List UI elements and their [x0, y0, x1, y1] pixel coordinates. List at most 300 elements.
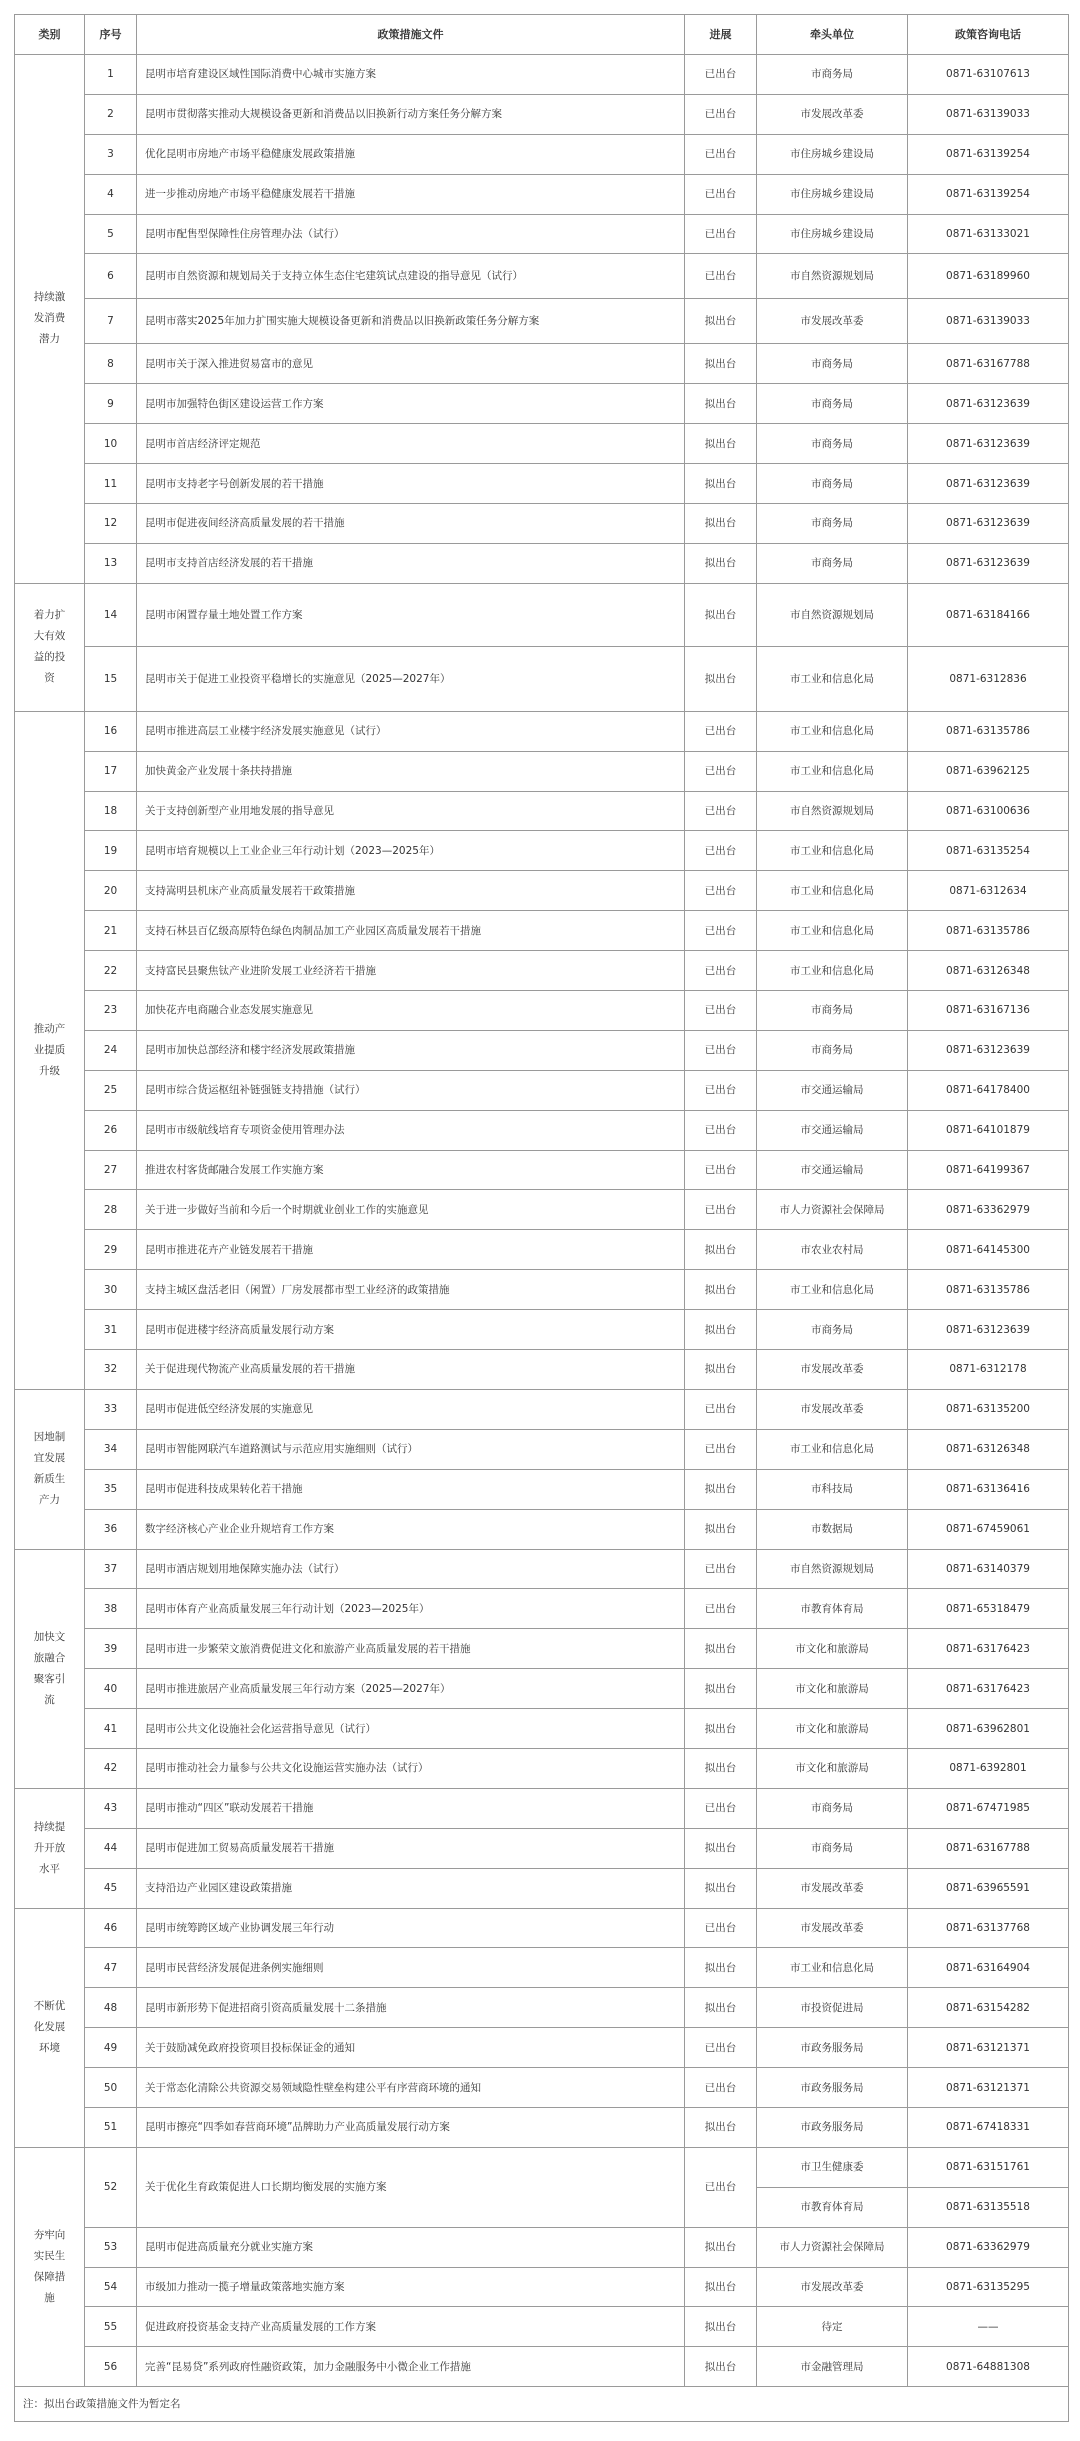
table-row: [15, 254, 1069, 299]
table-row: [15, 991, 1069, 1031]
status-cell: 已出台: [685, 711, 757, 751]
document-title: 昆明市推动“四区”联动发展若干措施: [137, 1788, 685, 1828]
status-cell: 已出台: [685, 1429, 757, 1469]
lead-unit: 市文化和旅游局: [757, 1669, 908, 1709]
row-number: 21: [85, 911, 137, 951]
row-number: 50: [85, 2068, 137, 2108]
document-title: 关于促进现代物流产业高质量发展的若干措施: [137, 1350, 685, 1390]
table-row: [15, 1908, 1069, 1948]
lead-unit: 市教育体育局: [757, 1589, 908, 1629]
table-row: [15, 1788, 1069, 1828]
lead-unit: 市商务局: [757, 424, 908, 464]
document-title: 昆明市酒店规划用地保障实施办法（试行）: [137, 1549, 685, 1589]
row-number: 49: [85, 2028, 137, 2068]
table-row: [15, 711, 1069, 751]
phone-number: 0871-64145300: [908, 1230, 1069, 1270]
document-title: 昆明市市级航线培育专项资金使用管理办法: [137, 1110, 685, 1150]
document-title: 关于支持创新型产业用地发展的指导意见: [137, 791, 685, 831]
table-row: [15, 2307, 1069, 2347]
lead-unit: 市工业和信息化局: [757, 1270, 908, 1310]
row-number: 8: [85, 344, 137, 384]
row-number: 5: [85, 214, 137, 254]
phone-number: 0871-6392801: [908, 1748, 1069, 1788]
status-cell: 拟出台: [685, 504, 757, 544]
status-cell: 已出台: [685, 134, 757, 174]
status-cell: 已出台: [685, 254, 757, 299]
document-title: 关于优化生育政策促进人口长期均衡发展的实施方案: [137, 2147, 685, 2227]
table-row: [15, 384, 1069, 424]
lead-unit: 市商务局: [757, 1788, 908, 1828]
lead-unit: 市人力资源社会保障局: [757, 2227, 908, 2267]
row-number: 4: [85, 174, 137, 214]
phone-number: 0871-63123639: [908, 464, 1069, 504]
lead-unit: 市交通运输局: [757, 1110, 908, 1150]
phone-number: 0871-63167788: [908, 344, 1069, 384]
document-title: 昆明市进一步繁荣文旅消费促进文化和旅游产业高质量发展的若干措施: [137, 1629, 685, 1669]
phone-number: 0871-63135786: [908, 1270, 1069, 1310]
row-number: 36: [85, 1509, 137, 1549]
lead-unit: 市教育体育局: [757, 2187, 908, 2227]
phone-number: 0871-63123639: [908, 1310, 1069, 1350]
lead-unit: 市发展改革委: [757, 1350, 908, 1390]
lead-unit: 市商务局: [757, 55, 908, 95]
document-title: 昆明市促进科技成果转化若干措施: [137, 1469, 685, 1509]
row-number: 46: [85, 1908, 137, 1948]
lead-unit: 市商务局: [757, 464, 908, 504]
status-cell: 拟出台: [685, 543, 757, 583]
category-cell: 持续提升开放水平: [15, 1788, 85, 1908]
phone-number: 0871-6312634: [908, 871, 1069, 911]
row-number: 55: [85, 2307, 137, 2347]
phone-number: 0871-63176423: [908, 1669, 1069, 1709]
policy-table-container: [14, 14, 1069, 2422]
status-cell: 已出台: [685, 791, 757, 831]
table-row: [15, 424, 1069, 464]
table-row: [15, 831, 1069, 871]
table-row: [15, 344, 1069, 384]
phone-number: 0871-64881308: [908, 2347, 1069, 2387]
lead-unit: 市自然资源规划局: [757, 791, 908, 831]
lead-unit: 市住房城乡建设局: [757, 214, 908, 254]
status-cell: 已出台: [685, 751, 757, 791]
phone-number: 0871-6312836: [908, 646, 1069, 711]
lead-unit: 市工业和信息化局: [757, 711, 908, 751]
phone-number: 0871-63135200: [908, 1389, 1069, 1429]
phone-number: 0871-63167788: [908, 1828, 1069, 1868]
row-number: 32: [85, 1350, 137, 1390]
phone-number: 0871-63176423: [908, 1629, 1069, 1669]
status-cell: 拟出台: [685, 2227, 757, 2267]
table-row: [15, 174, 1069, 214]
status-cell: 已出台: [685, 1549, 757, 1589]
document-title: 支持嵩明县机床产业高质量发展若干政策措施: [137, 871, 685, 911]
note-text: 注：拟出台政策措施文件为暂定名: [15, 2387, 1069, 2422]
category-cell: 推动产业提质升级: [15, 711, 85, 1389]
table-row: [15, 646, 1069, 711]
table-row: [15, 1150, 1069, 1190]
phone-number: 0871-63123639: [908, 504, 1069, 544]
document-title: 昆明市统筹跨区域产业协调发展三年行动: [137, 1908, 685, 1948]
phone-number: 0871-63123639: [908, 384, 1069, 424]
phone-number: 0871-63135254: [908, 831, 1069, 871]
status-cell: 拟出台: [685, 2107, 757, 2147]
status-cell: 拟出台: [685, 1629, 757, 1669]
status-cell: 已出台: [685, 831, 757, 871]
lead-unit: 市工业和信息化局: [757, 751, 908, 791]
status-cell: 拟出台: [685, 1509, 757, 1549]
phone-number: 0871-63154282: [908, 1988, 1069, 2028]
status-cell: 已出台: [685, 1110, 757, 1150]
lead-unit: 市商务局: [757, 991, 908, 1031]
document-title: 支持石林县百亿级高原特色绿色肉制品加工产业园区高质量发展若干措施: [137, 911, 685, 951]
row-number: 29: [85, 1230, 137, 1270]
row-number: 27: [85, 1150, 137, 1190]
row-number: 10: [85, 424, 137, 464]
status-cell: 拟出台: [685, 1868, 757, 1908]
phone-number: 0871-67459061: [908, 1509, 1069, 1549]
lead-unit: 市文化和旅游局: [757, 1629, 908, 1669]
status-cell: 已出台: [685, 174, 757, 214]
row-number: 22: [85, 951, 137, 991]
status-cell: 拟出台: [685, 1748, 757, 1788]
table-row: [15, 1389, 1069, 1429]
status-cell: 拟出台: [685, 1828, 757, 1868]
table-row: [15, 751, 1069, 791]
document-title: 昆明市加强特色街区建设运营工作方案: [137, 384, 685, 424]
document-title: 昆明市综合货运枢纽补链强链支持措施（试行）: [137, 1070, 685, 1110]
lead-unit: 市商务局: [757, 1030, 908, 1070]
table-row: [15, 1669, 1069, 1709]
status-cell: 拟出台: [685, 1669, 757, 1709]
phone-number: 0871-63135786: [908, 911, 1069, 951]
status-cell: 拟出台: [685, 1310, 757, 1350]
table-row: [15, 1828, 1069, 1868]
document-title: 昆明市民营经济发展促进条例实施细则: [137, 1948, 685, 1988]
document-title: 昆明市加快总部经济和楼宇经济发展政策措施: [137, 1030, 685, 1070]
document-title: 昆明市支持老字号创新发展的若干措施: [137, 464, 685, 504]
phone-number: 0871-63139254: [908, 134, 1069, 174]
document-title: 昆明市促进夜间经济高质量发展的若干措施: [137, 504, 685, 544]
document-title: 关于鼓励减免政府投资项目投标保证金的通知: [137, 2028, 685, 2068]
lead-unit: 市发展改革委: [757, 1868, 908, 1908]
lead-unit: 市商务局: [757, 344, 908, 384]
document-title: 加快黄金产业发展十条扶持措施: [137, 751, 685, 791]
row-number: 17: [85, 751, 137, 791]
row-number: 25: [85, 1070, 137, 1110]
table-row: [15, 2028, 1069, 2068]
lead-unit: 市自然资源规划局: [757, 254, 908, 299]
document-title: 关于常态化清除公共资源交易领域隐性壁垒构建公平有序营商环境的通知: [137, 2068, 685, 2108]
document-title: 昆明市促进低空经济发展的实施意见: [137, 1389, 685, 1429]
status-cell: 已出台: [685, 951, 757, 991]
table-row: [15, 1469, 1069, 1509]
phone-number: 0871-63123639: [908, 1030, 1069, 1070]
table-row: [15, 1509, 1069, 1549]
table-row: [15, 214, 1069, 254]
status-cell: 拟出台: [685, 1350, 757, 1390]
document-title: 推进农村客货邮融合发展工作实施方案: [137, 1150, 685, 1190]
status-cell: 已出台: [685, 2028, 757, 2068]
status-cell: 已出台: [685, 1030, 757, 1070]
table-row: [15, 911, 1069, 951]
phone-number: 0871-63362979: [908, 1190, 1069, 1230]
row-number: 6: [85, 254, 137, 299]
status-cell: 已出台: [685, 94, 757, 134]
table-row: [15, 2267, 1069, 2307]
table-row: [15, 94, 1069, 134]
phone-number: 0871-67418331: [908, 2107, 1069, 2147]
phone-number: 0871-63100636: [908, 791, 1069, 831]
row-number: 30: [85, 1270, 137, 1310]
lead-unit: 市发展改革委: [757, 299, 908, 344]
lead-unit: 市自然资源规划局: [757, 1549, 908, 1589]
table-row: [15, 951, 1069, 991]
document-title: 昆明市促进楼宇经济高质量发展行动方案: [137, 1310, 685, 1350]
row-number: 44: [85, 1828, 137, 1868]
lead-unit: 市商务局: [757, 1828, 908, 1868]
lead-unit: 市文化和旅游局: [757, 1748, 908, 1788]
table-row: [15, 1030, 1069, 1070]
phone-number: 0871-6312178: [908, 1350, 1069, 1390]
row-number: 1: [85, 55, 137, 95]
phone-number: 0871-63126348: [908, 951, 1069, 991]
phone-number: 0871-63133021: [908, 214, 1069, 254]
document-title: 支持富民县聚焦钛产业进阶发展工业经济若干措施: [137, 951, 685, 991]
table-row: [15, 1310, 1069, 1350]
table-row: [15, 2107, 1069, 2147]
document-title: 进一步推动房地产市场平稳健康发展若干措施: [137, 174, 685, 214]
header-row: [15, 15, 1069, 55]
status-cell: 已出台: [685, 991, 757, 1031]
phone-number: 0871-63137768: [908, 1908, 1069, 1948]
table-row: [15, 55, 1069, 95]
category-cell: 着力扩大有效益的投资: [15, 583, 85, 711]
lead-unit: 市发展改革委: [757, 1908, 908, 1948]
row-number: 13: [85, 543, 137, 583]
status-cell: 拟出台: [685, 464, 757, 504]
table-row: [15, 1549, 1069, 1589]
row-number: 2: [85, 94, 137, 134]
table-row: [15, 1948, 1069, 1988]
document-title: 昆明市新形势下促进招商引资高质量发展十二条措施: [137, 1988, 685, 2028]
table-row: [15, 1709, 1069, 1749]
document-title: 促进政府投资基金支持产业高质量发展的工作方案: [137, 2307, 685, 2347]
table-row: [15, 2347, 1069, 2387]
row-number: 7: [85, 299, 137, 344]
status-cell: 拟出台: [685, 1230, 757, 1270]
row-number: 56: [85, 2347, 137, 2387]
table-row: [15, 504, 1069, 544]
document-title: 昆明市贯彻落实推动大规模设备更新和消费品以旧换新行动方案任务分解方案: [137, 94, 685, 134]
table-row: [15, 1070, 1069, 1110]
document-title: 昆明市培育建设区域性国际消费中心城市实施方案: [137, 55, 685, 95]
status-cell: 拟出台: [685, 1709, 757, 1749]
lead-unit: 市工业和信息化局: [757, 951, 908, 991]
phone-number: 0871-63107613: [908, 55, 1069, 95]
status-cell: 已出台: [685, 2147, 757, 2227]
row-number: 53: [85, 2227, 137, 2267]
lead-unit: 市工业和信息化局: [757, 1948, 908, 1988]
table-row: [15, 871, 1069, 911]
phone-number: 0871-63121371: [908, 2028, 1069, 2068]
lead-unit: 市交通运输局: [757, 1070, 908, 1110]
phone-number: 0871-63189960: [908, 254, 1069, 299]
row-number: 20: [85, 871, 137, 911]
phone-number: 0871-63151761: [908, 2147, 1069, 2187]
row-number: 47: [85, 1948, 137, 1988]
table-row: [15, 1988, 1069, 2028]
document-title: 数字经济核心产业企业升规培育工作方案: [137, 1509, 685, 1549]
row-number: 34: [85, 1429, 137, 1469]
row-number: 23: [85, 991, 137, 1031]
table-row: [15, 1350, 1069, 1390]
document-title: 昆明市智能网联汽车道路测试与示范应用实施细则（试行）: [137, 1429, 685, 1469]
status-cell: 已出台: [685, 1589, 757, 1629]
document-title: 支持主城区盘活老旧（闲置）厂房发展都市型工业经济的政策措施: [137, 1270, 685, 1310]
document-title: 昆明市闲置存量土地处置工作方案: [137, 583, 685, 646]
status-cell: 拟出台: [685, 2347, 757, 2387]
phone-number: 0871-63126348: [908, 1429, 1069, 1469]
status-cell: 拟出台: [685, 2307, 757, 2347]
lead-unit: 市工业和信息化局: [757, 831, 908, 871]
table-row: [15, 1868, 1069, 1908]
category-cell: 因地制宜发展新质生产力: [15, 1389, 85, 1549]
lead-unit: 市卫生健康委: [757, 2147, 908, 2187]
lead-unit: 市商务局: [757, 543, 908, 583]
phone-number: 0871-63123639: [908, 543, 1069, 583]
lead-unit: 市商务局: [757, 1310, 908, 1350]
row-number: 9: [85, 384, 137, 424]
row-number: 14: [85, 583, 137, 646]
status-cell: 拟出台: [685, 424, 757, 464]
phone-number: 0871-63164904: [908, 1948, 1069, 1988]
row-number: 40: [85, 1669, 137, 1709]
lead-unit: 市政务服务局: [757, 2068, 908, 2108]
table-row: [15, 583, 1069, 646]
lead-unit: 市发展改革委: [757, 94, 908, 134]
row-number: 38: [85, 1589, 137, 1629]
row-number: 31: [85, 1310, 137, 1350]
document-title: 昆明市培育规模以上工业企业三年行动计划（2023—2025年）: [137, 831, 685, 871]
document-title: 昆明市推进花卉产业链发展若干措施: [137, 1230, 685, 1270]
lead-unit: 市商务局: [757, 384, 908, 424]
row-number: 33: [85, 1389, 137, 1429]
phone-number: ——: [908, 2307, 1069, 2347]
status-cell: 已出台: [685, 1908, 757, 1948]
lead-unit: 市工业和信息化局: [757, 871, 908, 911]
document-title: 支持沿边产业园区建设政策措施: [137, 1868, 685, 1908]
document-title: 昆明市公共文化设施社会化运营指导意见（试行）: [137, 1709, 685, 1749]
phone-number: 0871-63362979: [908, 2227, 1069, 2267]
document-title: 昆明市关于促进工业投资平稳增长的实施意见（2025—2027年）: [137, 646, 685, 711]
table-row: [15, 2068, 1069, 2108]
status-cell: 已出台: [685, 2068, 757, 2108]
row-number: 45: [85, 1868, 137, 1908]
status-cell: 已出台: [685, 1070, 757, 1110]
phone-number: 0871-65318479: [908, 1589, 1069, 1629]
document-title: 完善“昆易贷”系列政府性融资政策，加力金融服务中小微企业工作措施: [137, 2347, 685, 2387]
lead-unit: 市农业农村局: [757, 1230, 908, 1270]
document-title: 昆明市自然资源和规划局关于支持立体生态住宅建筑试点建设的指导意见（试行）: [137, 254, 685, 299]
lead-unit: 市自然资源规划局: [757, 583, 908, 646]
phone-number: 0871-63135518: [908, 2187, 1069, 2227]
lead-unit: 市投资促进局: [757, 1988, 908, 2028]
lead-unit: 市交通运输局: [757, 1150, 908, 1190]
status-cell: 拟出台: [685, 1948, 757, 1988]
table-row: [15, 299, 1069, 344]
status-cell: 拟出台: [685, 646, 757, 711]
lead-unit: 市商务局: [757, 504, 908, 544]
row-number: 11: [85, 464, 137, 504]
row-number: 48: [85, 1988, 137, 2028]
lead-unit: 市工业和信息化局: [757, 646, 908, 711]
document-title: 加快花卉电商融合业态发展实施意见: [137, 991, 685, 1031]
document-title: 关于进一步做好当前和今后一个时期就业创业工作的实施意见: [137, 1190, 685, 1230]
phone-number: 0871-64178400: [908, 1070, 1069, 1110]
status-cell: 拟出台: [685, 583, 757, 646]
header-status: 进展: [685, 15, 757, 55]
document-title: 昆明市推进高层工业楼宇经济发展实施意见（试行）: [137, 711, 685, 751]
phone-number: 0871-63140379: [908, 1549, 1069, 1589]
row-number: 52: [85, 2147, 137, 2227]
document-title: 市级加力推动一揽子增量政策落地实施方案: [137, 2267, 685, 2307]
table-row: [15, 1629, 1069, 1669]
document-title: 昆明市配售型保障性住房管理办法（试行）: [137, 214, 685, 254]
status-cell: 拟出台: [685, 384, 757, 424]
status-cell: 已出台: [685, 1190, 757, 1230]
status-cell: 已出台: [685, 55, 757, 95]
status-cell: 已出台: [685, 1150, 757, 1190]
header-phone: 政策咨询电话: [908, 15, 1069, 55]
row-number: 41: [85, 1709, 137, 1749]
status-cell: 拟出台: [685, 344, 757, 384]
row-number: 35: [85, 1469, 137, 1509]
lead-unit: 市工业和信息化局: [757, 1429, 908, 1469]
document-title: 昆明市推进旅居产业高质量发展三年行动方案（2025—2027年）: [137, 1669, 685, 1709]
category-cell: 持续激发消费潜力: [15, 55, 85, 584]
row-number: 18: [85, 791, 137, 831]
category-cell: 不断优化发展环境: [15, 1908, 85, 2147]
phone-number: 0871-63123639: [908, 424, 1069, 464]
phone-number: 0871-64101879: [908, 1110, 1069, 1150]
phone-number: 0871-67471985: [908, 1788, 1069, 1828]
status-cell: 已出台: [685, 1389, 757, 1429]
table-row: [15, 1230, 1069, 1270]
document-title: 昆明市落实2025年加力扩围实施大规模设备更新和消费品以旧换新政策任务分解方案: [137, 299, 685, 344]
lead-unit: 待定: [757, 2307, 908, 2347]
phone-number: 0871-63139033: [908, 94, 1069, 134]
table-row: [15, 134, 1069, 174]
table-row: [15, 464, 1069, 504]
table-row: [15, 1270, 1069, 1310]
lead-unit: 市政务服务局: [757, 2107, 908, 2147]
row-number: 51: [85, 2107, 137, 2147]
header-category: 类别: [15, 15, 85, 55]
header-document: 政策措施文件: [137, 15, 685, 55]
phone-number: 0871-63167136: [908, 991, 1069, 1031]
lead-unit: 市人力资源社会保障局: [757, 1190, 908, 1230]
document-title: 昆明市关于深入推进贸易富市的意见: [137, 344, 685, 384]
row-number: 37: [85, 1549, 137, 1589]
phone-number: 0871-63965591: [908, 1868, 1069, 1908]
table-row: [15, 2227, 1069, 2267]
document-title: 昆明市擦亮“四季如春营商环境”品牌助力产业高质量发展行动方案: [137, 2107, 685, 2147]
lead-unit: 市住房城乡建设局: [757, 174, 908, 214]
document-title: 昆明市首店经济评定规范: [137, 424, 685, 464]
phone-number: 0871-63136416: [908, 1469, 1069, 1509]
status-cell: 已出台: [685, 911, 757, 951]
lead-unit: 市文化和旅游局: [757, 1709, 908, 1749]
